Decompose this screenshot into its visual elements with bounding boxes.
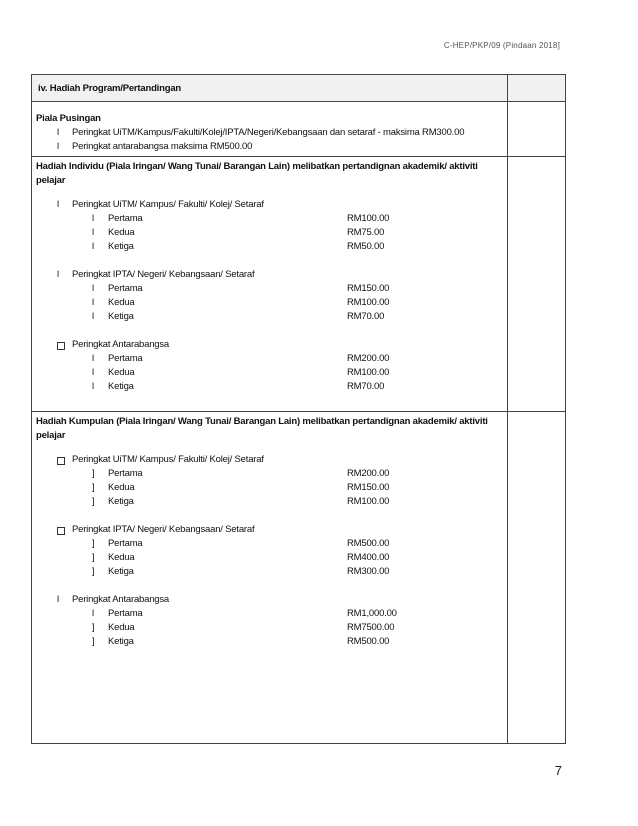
prize-amount: RM7500.00 <box>347 622 395 633</box>
prize-line <box>36 495 503 509</box>
section-title: iv. Hadiah Program/Pertandingan <box>38 83 182 94</box>
group-label: Peringkat UiTM/ Kampus/ Fakulti/ Kolej/ Setaraf <box>72 454 264 465</box>
piala-blank-cell <box>508 102 566 157</box>
prize-place: Pertama <box>108 468 143 479</box>
prize-amount: RM1,000.00 <box>347 608 397 619</box>
prize-table <box>31 74 566 744</box>
prize-place: Ketiga <box>108 241 134 252</box>
list-item <box>36 140 503 154</box>
kumpulan-title: Hadiah Kumpulan (Piala Iringan/ Wang Tunai/ Barangan Lain) melibatkan pertandignan akademik/ aktiviti pelajar <box>36 416 488 441</box>
section-title-cell <box>32 75 508 102</box>
prize-amount: RM500.00 <box>347 538 390 549</box>
group-heading <box>36 268 503 282</box>
kumpulan-cell <box>32 412 508 744</box>
prize-amount: RM150.00 <box>347 482 390 493</box>
bullet-icon: ] <box>92 482 95 493</box>
prize-place: Pertama <box>108 213 143 224</box>
checkbox-icon <box>57 527 65 535</box>
prize-line <box>36 310 503 324</box>
group-heading <box>36 198 503 212</box>
group-heading <box>36 593 503 607</box>
prize-line <box>36 282 503 296</box>
prize-amount: RM150.00 <box>347 283 390 294</box>
individu-row <box>32 157 566 412</box>
bullet-icon: l <box>92 297 94 308</box>
prize-amount: RM100.00 <box>347 213 390 224</box>
group-label: Peringkat Antarabangsa <box>72 339 170 350</box>
bullet-icon: l <box>92 283 94 294</box>
checkbox-icon <box>57 457 65 465</box>
prize-line <box>36 366 503 380</box>
prize-place: Pertama <box>108 538 143 549</box>
prize-place: Kedua <box>108 482 135 493</box>
prize-place: Pertama <box>108 608 143 619</box>
prize-amount: RM400.00 <box>347 552 390 563</box>
piala-cell <box>32 102 508 157</box>
individu-cell <box>32 157 508 412</box>
group-heading <box>36 523 503 537</box>
group-label: Peringkat Antarabangsa <box>72 594 170 605</box>
prize-line <box>36 551 503 565</box>
bullet-icon: l <box>92 381 94 392</box>
document-reference: C-HEP/PKP/09 (Pindaan 2018] <box>443 41 560 50</box>
prize-line <box>36 240 503 254</box>
bullet-icon: l <box>92 213 94 224</box>
prize-place: Kedua <box>108 622 135 633</box>
individu-title: Hadiah Individu (Piala Iringan/ Wang Tunai/ Barangan Lain) melibatkan pertandignan akademik/ aktiviti pelajar <box>36 161 478 186</box>
prize-line <box>36 537 503 551</box>
piala-row <box>32 102 566 157</box>
group-label: Peringkat IPTA/ Negeri/ Kebangsaan/ Setaraf <box>72 269 255 280</box>
prize-place: Ketiga <box>108 311 134 322</box>
bullet-icon: l <box>57 594 59 605</box>
bullet-icon: l <box>92 353 94 364</box>
group-label: Peringkat UiTM/ Kampus/ Fakulti/ Kolej/ Setaraf <box>72 199 264 210</box>
bullet-icon: ] <box>92 622 95 633</box>
prize-place: Kedua <box>108 367 135 378</box>
prize-place: Kedua <box>108 227 135 238</box>
bullet-icon: ] <box>92 496 95 507</box>
prize-amount: RM70.00 <box>347 311 385 322</box>
list-item <box>36 126 503 140</box>
piala-item: Peringkat antarabangsa maksima RM500.00 <box>72 141 253 152</box>
bullet-icon: l <box>92 227 94 238</box>
prize-line <box>36 226 503 240</box>
prize-place: Ketiga <box>108 636 134 647</box>
bullet-icon: l <box>57 141 59 152</box>
bullet-icon: ] <box>92 468 95 479</box>
section-header-blank-cell <box>508 75 566 102</box>
bullet-icon: l <box>92 241 94 252</box>
prize-line <box>36 352 503 366</box>
prize-line <box>36 296 503 310</box>
prize-place: Ketiga <box>108 566 134 577</box>
bullet-icon: ] <box>92 566 95 577</box>
bullet-icon: l <box>92 608 94 619</box>
piala-title: Piala Pusingan <box>36 113 101 124</box>
prize-place: Pertama <box>108 283 143 294</box>
page-number: 7 <box>554 763 562 778</box>
prize-line <box>36 212 503 226</box>
bullet-icon: l <box>57 127 59 138</box>
prize-line <box>36 481 503 495</box>
prize-line <box>36 621 503 635</box>
group-heading <box>36 453 503 467</box>
prize-amount: RM100.00 <box>347 496 390 507</box>
prize-place: Kedua <box>108 552 135 563</box>
prize-amount: RM100.00 <box>347 367 390 378</box>
kumpulan-blank-cell <box>508 412 566 744</box>
prize-line <box>36 467 503 481</box>
prize-amount: RM50.00 <box>347 241 385 252</box>
bullet-icon: ] <box>92 636 95 647</box>
group-heading <box>36 338 503 352</box>
prize-amount: RM70.00 <box>347 381 385 392</box>
bullet-icon: l <box>57 269 59 280</box>
prize-line <box>36 380 503 394</box>
prize-amount: RM100.00 <box>347 297 390 308</box>
group-label: Peringkat IPTA/ Negeri/ Kebangsaan/ Setaraf <box>72 524 255 535</box>
checkbox-icon <box>57 342 65 350</box>
prize-amount: RM200.00 <box>347 468 390 479</box>
prize-line <box>36 635 503 649</box>
prize-place: Ketiga <box>108 381 134 392</box>
bullet-icon: l <box>92 311 94 322</box>
individu-blank-cell <box>508 157 566 412</box>
kumpulan-row <box>32 412 566 744</box>
bullet-icon: l <box>92 367 94 378</box>
prize-amount: RM300.00 <box>347 566 390 577</box>
bullet-icon: ] <box>92 552 95 563</box>
prize-place: Ketiga <box>108 496 134 507</box>
prize-line <box>36 607 503 621</box>
section-header-row <box>32 75 566 102</box>
prize-place: Kedua <box>108 297 135 308</box>
piala-item: Peringkat UiTM/Kampus/Fakulti/Kolej/IPTA/Negeri/Kebangsaan dan setaraf - maksima RM300.00 <box>72 127 465 138</box>
bullet-icon: ] <box>92 538 95 549</box>
prize-amount: RM500.00 <box>347 636 390 647</box>
prize-line <box>36 565 503 579</box>
prize-amount: RM75.00 <box>347 227 385 238</box>
prize-place: Pertama <box>108 353 143 364</box>
bullet-icon: l <box>57 199 59 210</box>
prize-amount: RM200.00 <box>347 353 390 364</box>
